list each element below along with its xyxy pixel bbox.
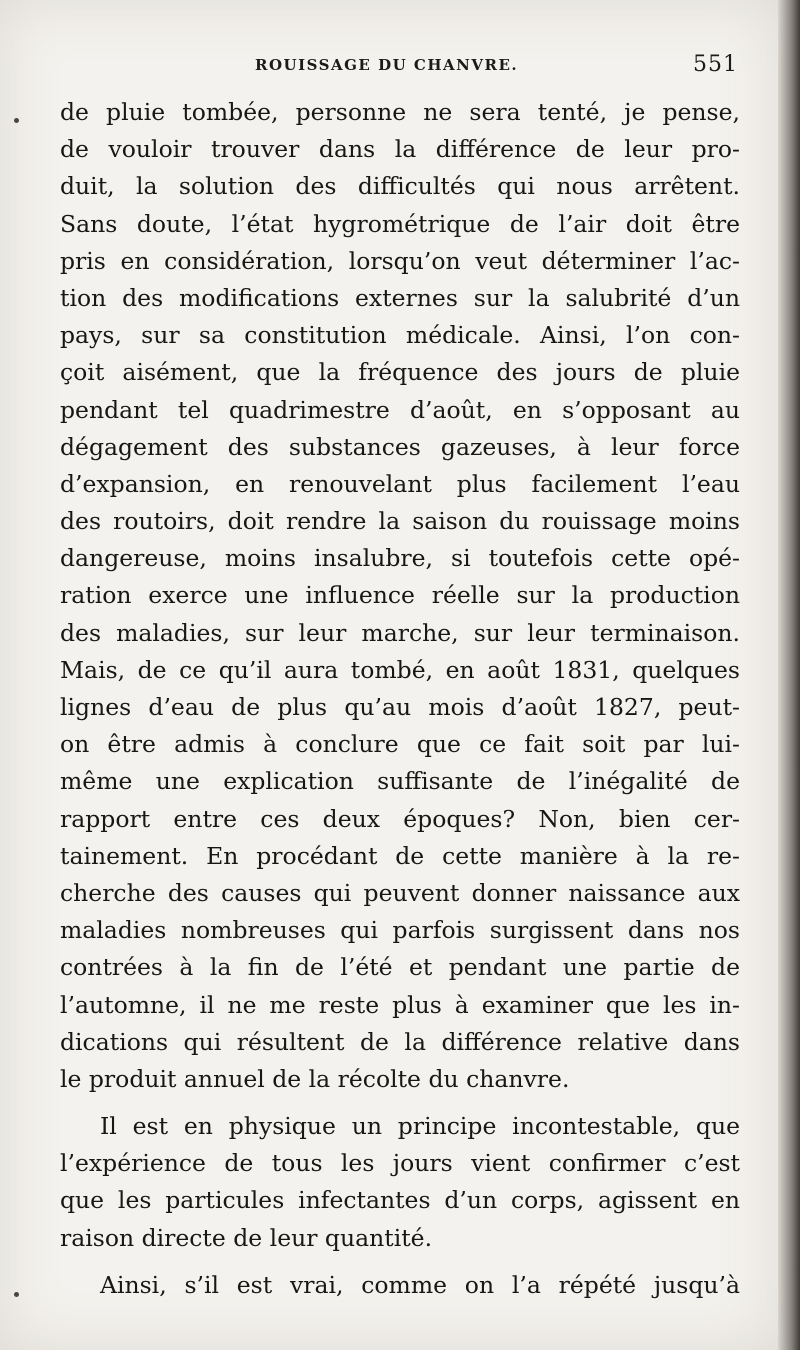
- text-line: Sans doute, l’état hygrométrique de l’air doit être: [60, 209, 740, 238]
- text-line: pris en considération, lorsqu’on veut déterminer l’ac-: [60, 246, 740, 275]
- text-line: pays, sur sa constitution médicale. Ainsi, l’on con-: [60, 321, 740, 350]
- text-line: contrées à la fin de l’été et pendant une partie de: [60, 953, 740, 982]
- text-line: l’automne, il ne me reste plus à examiner que les in-: [60, 990, 740, 1019]
- paragraph-gap: [60, 1098, 740, 1108]
- text-line: ration exerce une influence réelle sur la production: [60, 581, 740, 610]
- page-edge-shadow: [778, 0, 800, 1350]
- text-line: çoit aisément, que la fréquence des jours de pluie: [60, 358, 740, 387]
- print-speck: [14, 118, 19, 123]
- text-line: rapport entre ces deux époques? Non, bien cer-: [60, 804, 740, 833]
- print-speck: [14, 1292, 19, 1297]
- text-line: dications qui résultent de la différence relative dans: [60, 1027, 740, 1056]
- text-line: dégagement des substances gazeuses, à leur force: [60, 432, 740, 461]
- text-line: Ainsi, s’il est vrai, comme on l’a répété jusqu’à: [100, 1270, 740, 1299]
- text-line: lignes d’eau de plus qu’au mois d’août 1827, peut-: [60, 693, 740, 721]
- text-line: Mais, de ce qu’il aura tombé, en août 1831, quelques: [60, 655, 740, 684]
- running-header: [255, 52, 740, 80]
- body-text: [60, 94, 740, 1304]
- page-number: 551: [693, 52, 738, 77]
- text-line: maladies nombreuses qui parfois surgissent dans nos: [60, 916, 740, 945]
- text-line: de vouloir trouver dans la différence de leur pro-: [60, 135, 740, 164]
- text-line: l’expérience de tous les jours vient confirmer c’est: [60, 1149, 740, 1178]
- paragraph: [60, 1108, 740, 1257]
- text-line: pendant tel quadrimestre d’août, en s’opposant au: [60, 395, 740, 424]
- text-line: tion des modifications externes sur la salubrité d’un: [60, 283, 740, 312]
- text-line: des routoirs, doit rendre la saison du rouissage moins: [60, 507, 740, 536]
- paragraph: [60, 94, 740, 1098]
- text-line: que les particules infectantes d’un corps, agissent en: [60, 1186, 740, 1215]
- text-line: d’expansion, en renouvelant plus facilement l’eau: [60, 469, 740, 498]
- text-line: dangereuse, moins insalubre, si toutefois cette opé-: [60, 544, 740, 573]
- text-line: de pluie tombée, personne ne sera tenté, je pense,: [60, 98, 740, 126]
- text-line: le produit annuel de la récolte du chanvre.: [60, 1064, 570, 1093]
- paragraph: [60, 1267, 740, 1304]
- text-line: raison directe de leur quantité.: [60, 1223, 433, 1252]
- text-line: Il est en physique un principe incontestable, que: [100, 1112, 740, 1141]
- running-title: ROUISSAGE DU CHANVRE.: [255, 56, 519, 74]
- text-line: duit, la solution des difficultés qui nous arrêtent.: [60, 172, 740, 201]
- text-line: des maladies, sur leur marche, sur leur terminaison.: [60, 618, 740, 647]
- text-line: cherche des causes qui peuvent donner naissance aux: [60, 878, 740, 907]
- text-line: même une explication suffisante de l’inégalité de: [60, 767, 740, 796]
- paragraph-gap: [60, 1257, 740, 1267]
- text-line: on être admis à conclure que ce fait soit par lui-: [60, 730, 740, 759]
- text-line: tainement. En procédant de cette manière à la re-: [60, 841, 740, 870]
